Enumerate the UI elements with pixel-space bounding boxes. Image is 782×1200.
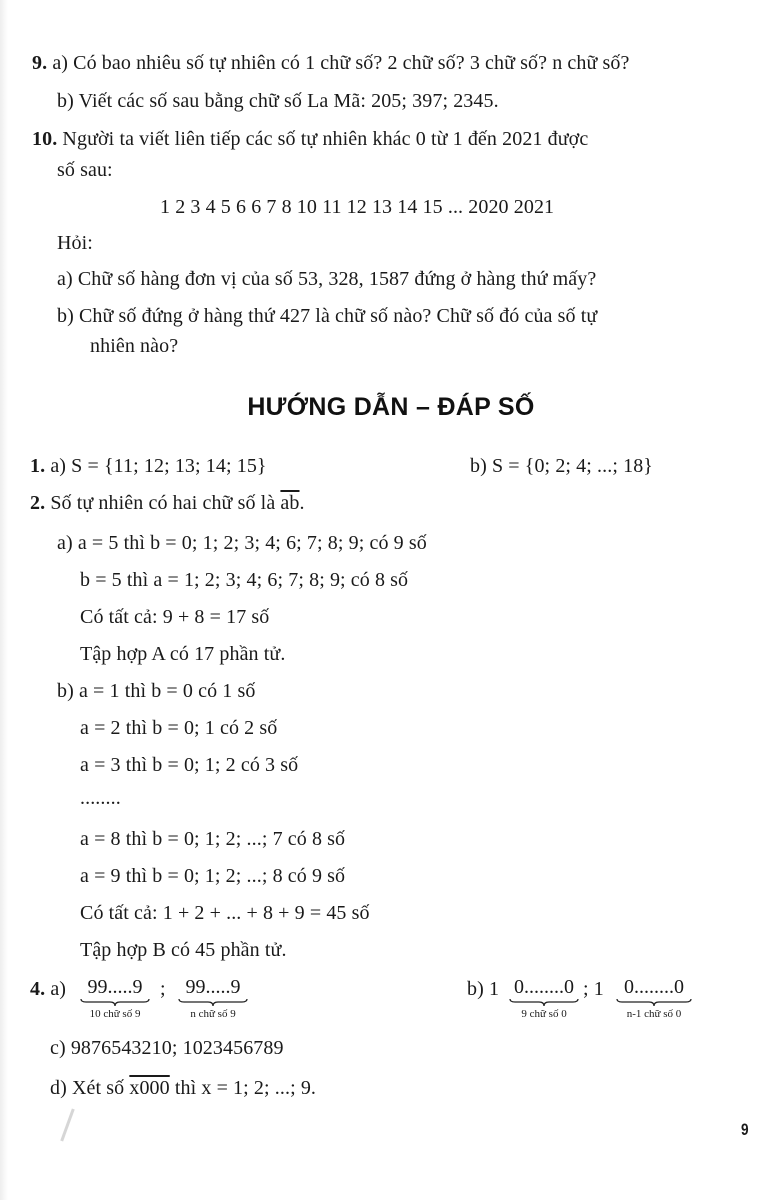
- underbrace-icon: [178, 998, 248, 1007]
- answer-2-a-line: Tập hợp A có 17 phần tử.: [80, 643, 286, 665]
- answer-2-b-line: a = 9 thì b = 0; 1; 2; ...; 8 có 9 số: [80, 865, 346, 887]
- answer-2-b-line: Tập hợp B có 45 phần tử.: [80, 939, 287, 961]
- overlined-number: x000: [129, 1077, 170, 1099]
- pencil-mark: [60, 1109, 74, 1142]
- answer-4-a-label: [30, 976, 66, 1002]
- exercise-10-a: a) Chữ số hàng đơn vị của số 53, 328, 1587 đứng ở hàng thứ mấy?: [57, 268, 597, 290]
- answer-4-b-label: b) 1: [467, 978, 500, 1000]
- answer-2-b-line: a = 2 thì b = 0; 1 có 2 số: [80, 717, 278, 739]
- underbrace-n-nines: [176, 976, 250, 1021]
- answer-4-c: c) 9876543210; 1023456789: [50, 1037, 284, 1059]
- answer-2-a-line: Có tất cả: 9 + 8 = 17 số: [80, 606, 270, 628]
- exercise-10-ask: Hỏi:: [57, 232, 93, 254]
- answer-number: 2.: [30, 492, 46, 514]
- exercise-number: 9.: [32, 52, 48, 74]
- underbrace-icon: [616, 998, 692, 1007]
- underbrace-content: 0........0: [514, 976, 574, 998]
- page-number: 9: [740, 1120, 749, 1139]
- underbrace-label: n chữ số 9: [190, 1008, 236, 1020]
- overlined-number: $\overline{ab}$: [280, 492, 300, 514]
- page-edge: [0, 0, 8, 1200]
- exercise-9-a: [32, 50, 630, 76]
- exercise-text: Người ta viết liên tiếp các số tự nhiên khác 0 từ 1 đến 2021 được: [62, 128, 589, 150]
- underbrace-icon: [509, 998, 579, 1007]
- period: .: [299, 492, 305, 514]
- underbrace-icon: [80, 998, 150, 1007]
- answer-1-b: b) S = {0; 2; 4; ...; 18}: [470, 455, 653, 477]
- exercise-10-line1: [32, 126, 588, 152]
- underbrace-label: n-1 chữ số 0: [626, 1008, 682, 1020]
- answer-1-a: [30, 453, 267, 479]
- underbrace-9-zeros: [508, 976, 580, 1021]
- answer-2-b-line: b) a = 1 thì b = 0 có 1 số: [57, 680, 256, 702]
- section-heading: HƯỚNG DẪN – ĐÁP SỐ: [247, 393, 535, 421]
- underbrace-label: 10 chữ số 9: [89, 1008, 141, 1020]
- underbrace-label: 9 chữ số 0: [521, 1008, 567, 1020]
- underbrace-content: 99.....9: [87, 976, 143, 998]
- underbrace-content: 99.....9: [185, 976, 241, 998]
- number-sequence: 1 2 3 4 5 6 6 7 8 10 11 12 13 14 15 ... 2020 2021: [160, 196, 555, 218]
- underbrace-n-minus-1-zeros: [614, 976, 694, 1021]
- answer-2-intro: [30, 490, 305, 516]
- underbrace-content: 0........0: [624, 976, 684, 998]
- answer-4-b-mid: ; 1: [583, 978, 604, 1000]
- exercise-text: a) Có bao nhiêu số tự nhiên có 1 chữ số? 2 chữ số? 3 chữ số? n chữ số?: [52, 52, 630, 74]
- answer-2-a-line: b = 5 thì a = 1; 2; 3; 4; 6; 7; 8; 9; có 8 số: [80, 569, 409, 591]
- answer-2-b-line: a = 3 thì b = 0; 1; 2 có 3 số: [80, 754, 299, 776]
- answer-4-d: [50, 1075, 316, 1101]
- answer-2-a-line: a) a = 5 thì b = 0; 1; 2; 3; 4; 6; 7; 8; 9; có 9 số: [57, 532, 427, 554]
- answer-2-b-line: ........: [80, 787, 121, 809]
- exercise-10-b1: b) Chữ số đứng ở hàng thứ 427 là chữ số nào? Chữ số đó của số tự: [57, 305, 598, 327]
- answer-number: 4.: [30, 978, 46, 1000]
- separator: ;: [160, 978, 166, 1000]
- answer-2-b-line: Có tất cả: 1 + 2 + ... + 8 + 9 = 45 số: [80, 902, 370, 924]
- exercise-10-b2: nhiên nào?: [90, 335, 179, 357]
- underbrace-10-nines: [78, 976, 152, 1021]
- answer-2-b-line: a = 8 thì b = 0; 1; 2; ...; 7 có 8 số: [80, 828, 346, 850]
- answer-text: a) S = {11; 12; 13; 14; 15}: [50, 455, 267, 477]
- answer-text: thì x = 1; 2; ...; 9.: [174, 1077, 317, 1099]
- exercise-9-b: b) Viết các số sau bằng chữ số La Mã: 205; 397; 2345.: [57, 90, 499, 112]
- answer-number: 1.: [30, 455, 46, 477]
- answer-text: d) Xét số: [50, 1077, 125, 1099]
- answer-text: Số tự nhiên có hai chữ số là: [50, 492, 276, 514]
- exercise-number: 10.: [32, 128, 58, 150]
- exercise-10-line2: số sau:: [57, 159, 113, 181]
- part-label: a): [50, 978, 67, 1000]
